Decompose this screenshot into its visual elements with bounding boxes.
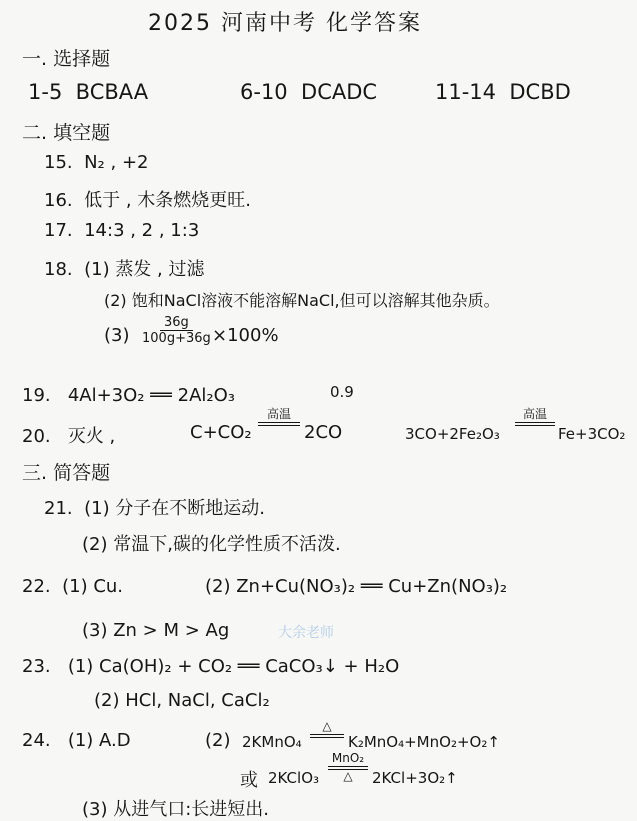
q16 (44, 186, 251, 212)
reaction-condition: 高温 (266, 407, 291, 421)
q20-eq1-right: 2CO (304, 422, 343, 443)
q18-fraction (140, 315, 213, 346)
q21-part-2: (2) 常温下,碳的化学性质不活泼. (82, 534, 341, 555)
question-number: 15. (44, 152, 73, 173)
q24-eq2-condition (328, 752, 368, 783)
question-number: 24. (22, 730, 51, 751)
fraction-denominator: 100g+36g (142, 331, 211, 346)
answer-group-3 (435, 80, 571, 104)
answer-part-1: (1) A.D (67, 730, 131, 751)
q21 (44, 494, 265, 520)
q18-fraction-tail: ×100% (212, 325, 279, 346)
equals-line (328, 766, 368, 767)
q24-eq1-left: 2KMnO₄ (242, 733, 302, 751)
q19-value: 0.9 (330, 383, 354, 401)
question-number: 16. (44, 190, 73, 211)
q20-eq2-right: Fe+3CO₂ (558, 425, 626, 443)
q18-part-2: (2) 饱和NaCl溶液不能溶解NaCl,但可以溶解其他杂质。 (104, 291, 500, 310)
equals-line (258, 422, 300, 423)
section3-heading: 三. 简答题 (22, 462, 111, 484)
answer-range: 11-14 (435, 80, 497, 104)
q24-eq1-right: K₂MnO₄+MnO₂+O₂↑ (348, 733, 500, 751)
q23 (22, 656, 399, 677)
catalyst-label: MnO₂ (331, 751, 365, 765)
reaction-condition: △ (322, 719, 332, 733)
answer-value: DCBD (509, 80, 571, 104)
answer-part-1: (1) Cu. (62, 576, 124, 597)
watermark: 大余老师 (278, 625, 334, 641)
q20-eq2-left: 3CO+2Fe₂O₃ (405, 425, 500, 443)
question-number: 17. (44, 220, 73, 241)
q22-part-3: (3) Zn > M > Ag (82, 620, 230, 641)
answer-part-1: (1) 分子在不断地运动. (84, 498, 266, 519)
reaction-condition: 高温 (522, 407, 547, 421)
question-number: 23. (22, 656, 51, 677)
answer-text: N₂ , +2 (84, 152, 149, 173)
q24-part-2-label: (2) (205, 730, 231, 751)
answer-group-1 (28, 80, 148, 104)
q24-eq2-right: 2KCl+3O₂↑ (372, 769, 458, 787)
q20-eq1-condition (258, 408, 300, 426)
fraction-numerator: 36g (160, 315, 193, 331)
answer-group-2 (240, 80, 377, 104)
question-number: 22. (22, 576, 51, 597)
q18 (44, 255, 204, 281)
answer-text: 灭火 , (67, 426, 116, 447)
q24 (22, 730, 131, 751)
answer-text: 14:3 , 2 , 1:3 (84, 220, 200, 241)
equals-line (258, 425, 300, 426)
section1-heading: 一. 选择题 (22, 48, 111, 70)
q20-eq1-left: C+CO₂ (190, 422, 252, 443)
answer-part-1: (1) 蒸发 , 过滤 (84, 259, 205, 280)
equals-line (515, 422, 555, 423)
q24-eq2-left: 2KClO₃ (268, 769, 320, 787)
question-number: 20. (22, 426, 51, 447)
q20-eq2-condition (515, 408, 555, 426)
equation: 4Al+3O₂ ══ 2Al₂O₃ (67, 385, 235, 406)
answer-text: 低于 , 木条燃烧更旺. (84, 190, 251, 211)
equals-line (515, 425, 555, 426)
q22 (22, 576, 123, 597)
question-number: 21. (44, 498, 73, 519)
question-number: 18. (44, 259, 73, 280)
equals-line (310, 737, 344, 738)
question-number: 19. (22, 385, 51, 406)
q18-part-3-label: (3) (104, 325, 130, 346)
q24-part-3: (3) 从进气口:长进短出. (82, 799, 270, 820)
q22-part-2: (2) Zn+Cu(NO₃)₂ ══ Cu+Zn(NO₃)₂ (205, 576, 508, 597)
q19 (22, 385, 235, 406)
q24-or: 或 (240, 770, 258, 791)
section2-heading: 二. 填空题 (22, 122, 111, 144)
answer-range: 1-5 (28, 80, 63, 104)
answer-value: BCBAA (75, 80, 149, 104)
q23-part-2: (2) HCl, NaCl, CaCl₂ (94, 690, 270, 711)
q17 (44, 220, 199, 241)
heat-symbol: △ (343, 769, 353, 783)
q20 (22, 422, 115, 448)
page-title: 2025 河南中考 化学答案 (148, 11, 422, 36)
q24-eq1-condition (310, 720, 344, 738)
answer-value: DCADC (301, 80, 378, 104)
q15 (44, 152, 148, 173)
equals-line (310, 734, 344, 735)
answer-range: 6-10 (240, 80, 288, 104)
answer-part-1: (1) Ca(OH)₂ + CO₂ ══ CaCO₃↓ + H₂O (67, 656, 400, 677)
